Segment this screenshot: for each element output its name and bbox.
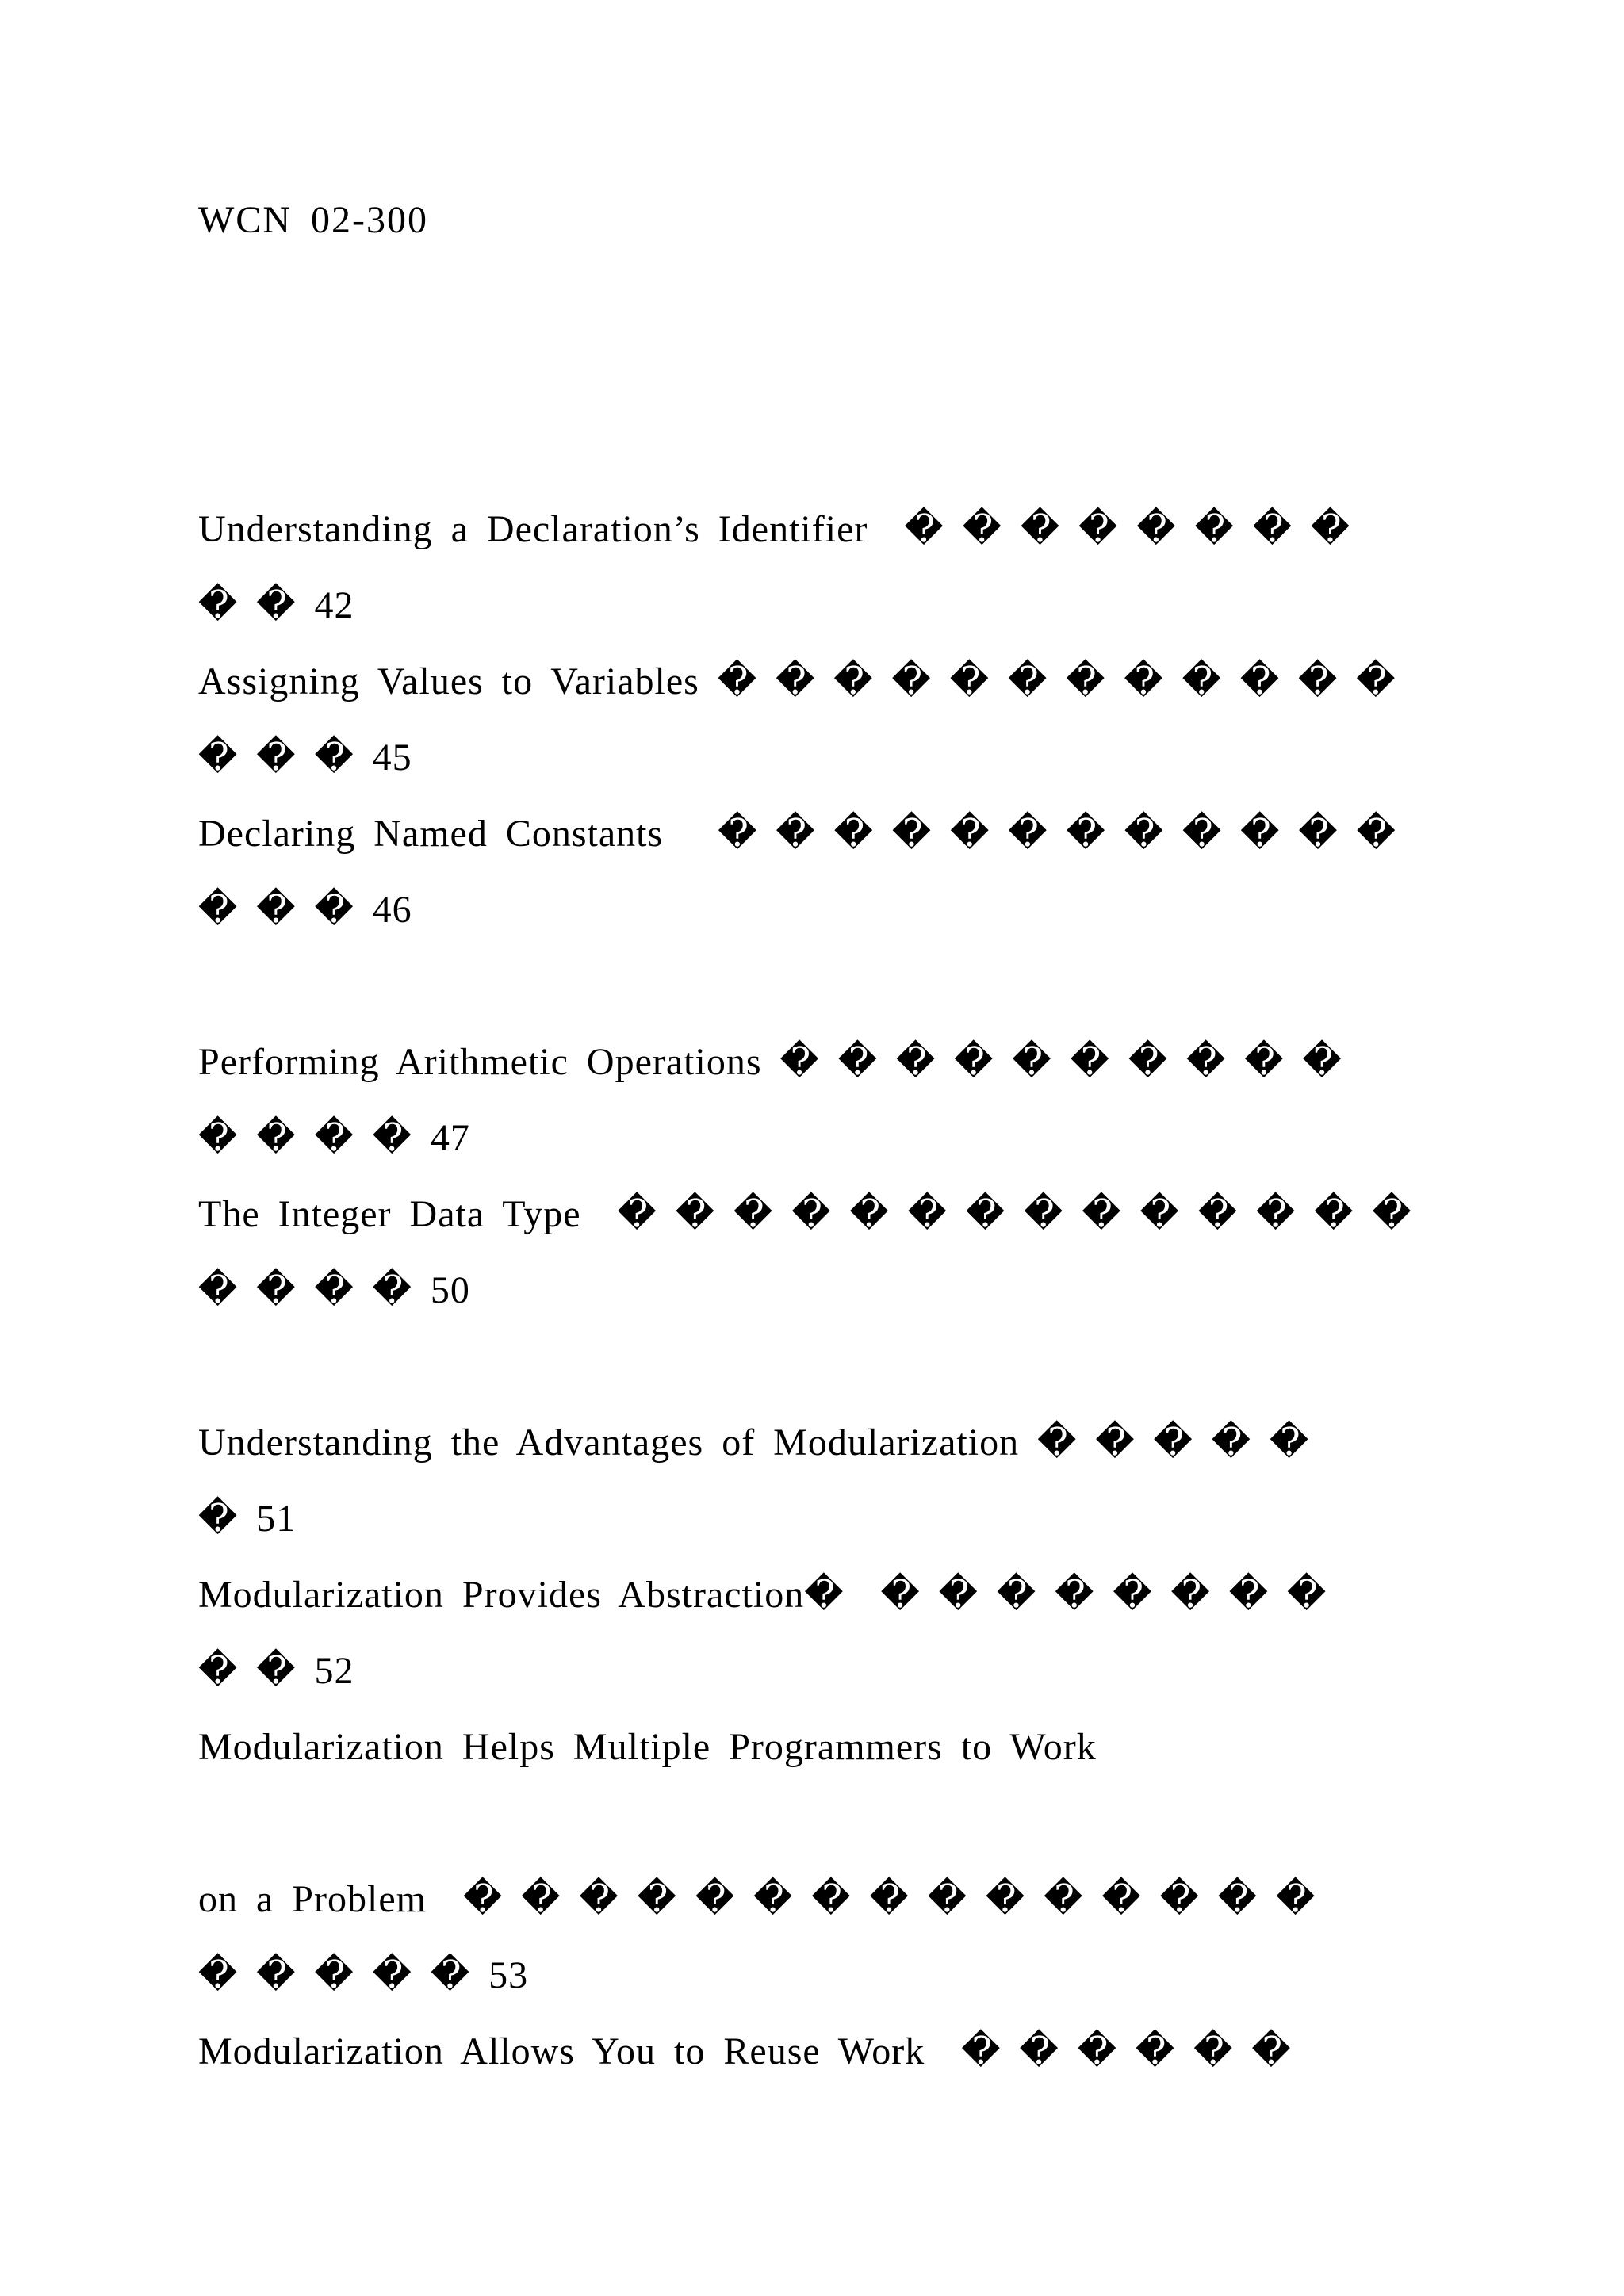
toc-entry-page: � � 52: [198, 1650, 354, 1692]
toc-entry-page: � 51: [198, 1498, 297, 1540]
toc-entry-title: Declaring Named Constants � � � � � � � � � � � �: [198, 813, 1396, 855]
toc-entry-title: Modularization Provides Abstraction� � � � � � � � �: [198, 1574, 1327, 1616]
toc-entry-page: � � � � 47: [198, 1117, 470, 1159]
toc-entry-page: � � � 46: [198, 889, 412, 931]
toc-entry-page: � � � � 50: [198, 1269, 470, 1311]
toc-entry-page: � � � � � 53: [198, 1954, 529, 1996]
toc-entry-title: on a Problem � � � � � � � � � � � � � � �: [198, 1878, 1316, 1920]
toc-entry-title: Modularization Helps Multiple Programmers to Work: [198, 1726, 1097, 1768]
toc-entry-title: Performing Arithmetic Operations � � � � � � � � � �: [198, 1041, 1342, 1083]
toc-entry-title: Assigning Values to Variables � � � � � � � � � � � �: [198, 660, 1396, 702]
document-header: WCN 02-300: [198, 199, 428, 241]
toc-entry-title: Modularization Allows You to Reuse Work � � � � � �: [198, 2030, 1292, 2072]
toc-entry-title: Understanding a Declaration’s Identifier � � � � � � � �: [198, 508, 1351, 550]
toc-entry-title: Understanding the Advantages of Modularization � � � � �: [198, 1422, 1310, 1464]
toc-entry-title: The Integer Data Type � � � � � � � � � � � � � �: [198, 1193, 1412, 1235]
toc-entry-page: � � � 45: [198, 737, 412, 779]
toc-entry-page: � � 42: [198, 584, 354, 626]
